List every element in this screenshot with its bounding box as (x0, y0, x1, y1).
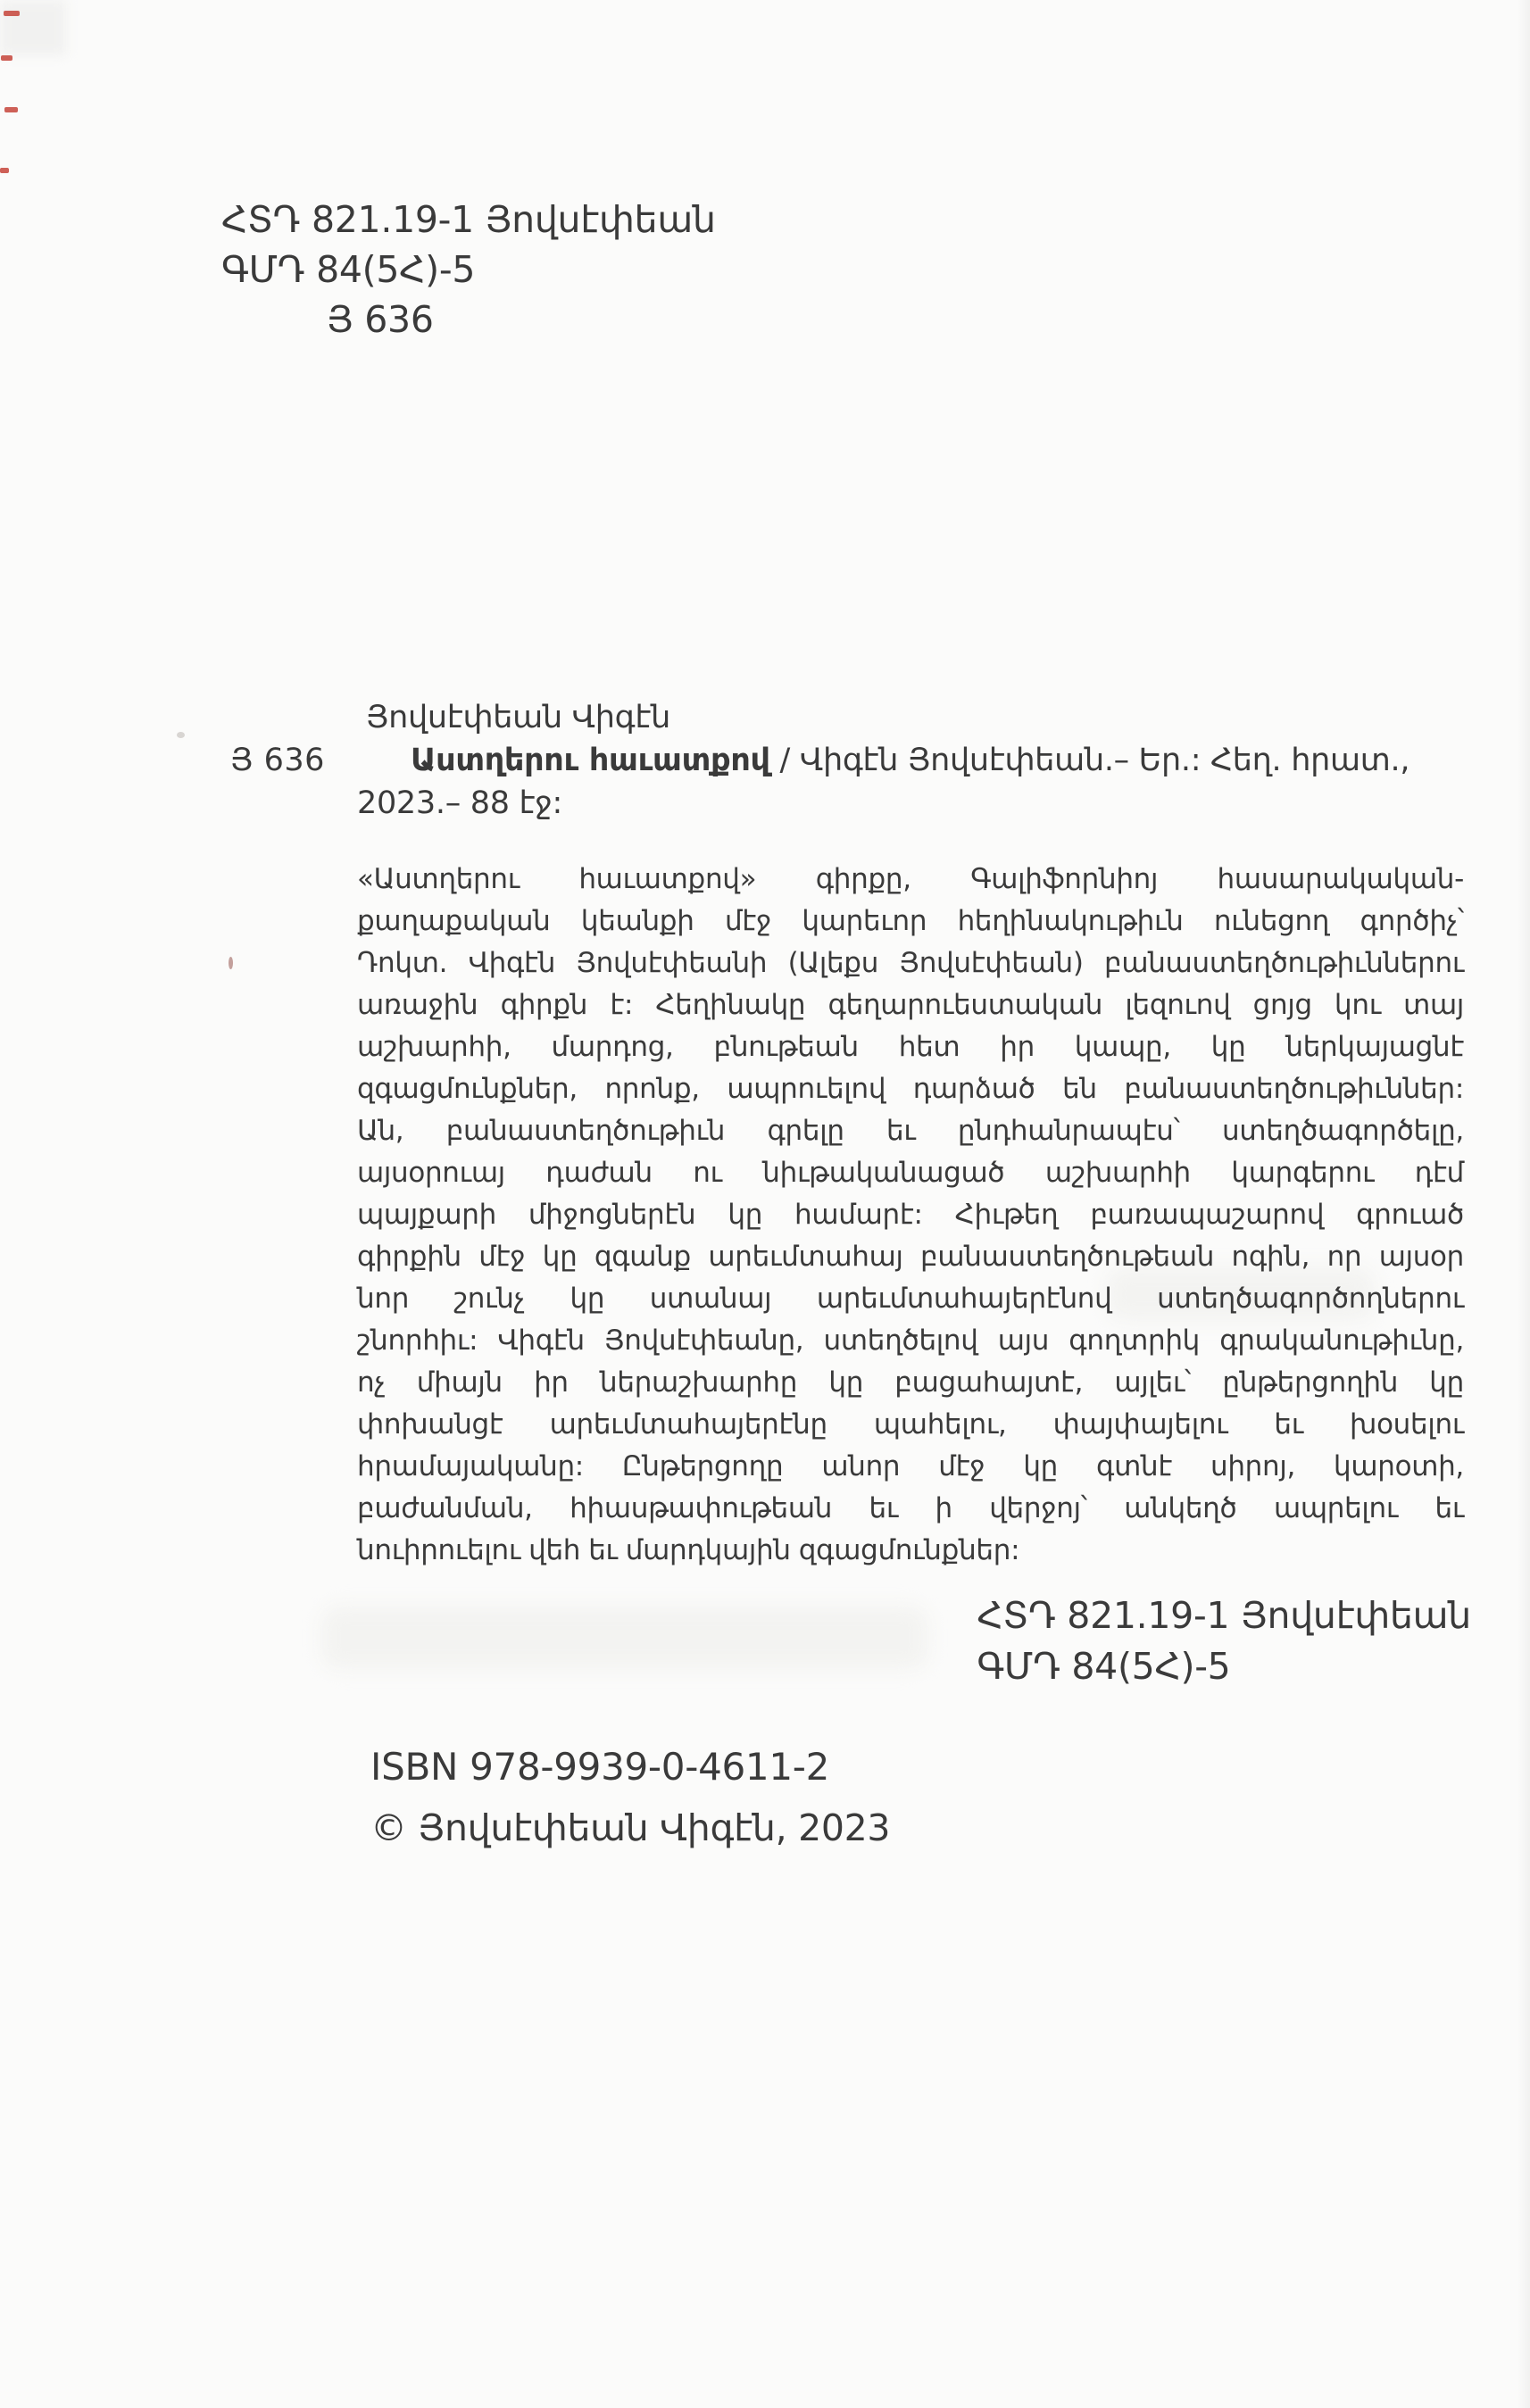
udc-number: ՀՏԴ 821.19-1 Յովսէփեան (977, 1594, 1471, 1637)
isbn: ISBN 978-9939-0-4611-2 (370, 1745, 830, 1789)
annotation-line: «Աստղերու հաւատքով» գիրքը, Գալիֆորնիոյ հասարակական- (357, 863, 1464, 895)
paper-speck (177, 732, 185, 738)
annotation-line: գիրքին մէջ կը զգանք արեւմտահայ բանաստեղծութեան ոգին, որ այսօր (357, 1241, 1464, 1273)
annotation-line: առաջին գիրքն է: Հեղինակը գեղարուեստական լեզուով ցոյց կու տայ (357, 989, 1464, 1021)
lbc-number: ԳՄԴ 84(5Հ)-5 (221, 248, 476, 291)
catalog-call-number: Յ 636 (230, 743, 325, 778)
annotation-line: ոչ միայն իր ներաշխարհը կը բացահայտէ, այլեւ՝ ընթերցողին կը (357, 1366, 1464, 1399)
lbc-number: ԳՄԴ 84(5Հ)-5 (977, 1645, 1231, 1688)
annotation-line: նուիրուելու վեհ եւ մարդկային զգացմունքներ: (357, 1534, 1020, 1566)
author-sign: Յ 636 (327, 298, 434, 341)
annotation-line: շնորհիւ: Վիգէն Յովսէփեանը, ստեղծելով այս գողտրիկ գրականութիւնը, (357, 1324, 1464, 1357)
bleed-through-ghost (321, 1607, 928, 1669)
copyright-notice: © Յովսէփեան Վիգէն, 2023 (370, 1806, 891, 1849)
catalog-author-heading: Յովսէփեան Վիգէն (366, 700, 670, 735)
catalog-title-line (357, 739, 1464, 782)
paper-speck (229, 957, 233, 969)
annotation-line: քաղաքական կեանքի մէջ կարեւոր հեղինակութիւն ունեցող գործիչ՝ (357, 905, 1464, 937)
scan-edge-shading (1518, 0, 1530, 2408)
catalog-title-statement: / Վիգէն Յովսէփեան.– Եր.: Հեղ. հրատ., (769, 743, 1410, 778)
annotation-line: Դոկտ. Վիգէն Յովսէփեանի (Ալեքս Յովսէփեան) բանաստեղծութիւններու (357, 947, 1464, 979)
udc-number: ՀՏԴ 821.19-1 Յովսէփեան (221, 198, 716, 241)
top-classification-block (221, 195, 716, 345)
annotation-line: նոր շունչ կը ստանայ արեւմտահայերէնով ստեղծագործողներու (357, 1283, 1464, 1315)
scan-corner-shading (0, 0, 66, 55)
book-title: Աստղերու հաւատքով (411, 743, 770, 778)
annotation-line: այսօրուայ դաժան ու նիւթականացած աշխարհի կարգերու դէմ (357, 1157, 1464, 1189)
catalog-entry (230, 696, 1464, 825)
annotation-line: Ան, բանաստեղծութիւն գրելը եւ ընդհանրապէս՝ ստեղծագործելը, (357, 1115, 1464, 1147)
annotation-line: զգացմունքներ, որոնք, ապրուելով դարձած են բանաստեղծութիւններ: (357, 1073, 1464, 1105)
catalog-imprint: 2023.– 88 էջ: (357, 785, 562, 821)
bottom-classification-block (977, 1590, 1471, 1692)
annotation-line: փոխանցէ արեւմտահայերէնը պահելու, փայփայելու եւ խօսելու (357, 1408, 1464, 1441)
red-edge-mark (0, 168, 9, 173)
annotation-line: պայքարի միջոցներէն կը համարէ: Հիւթեղ բառապաշարով գրուած (357, 1199, 1464, 1231)
annotation-line: հրամայականը: Ընթերցողը անոր մէջ կը գտնէ սիրոյ, կարօտի, (357, 1450, 1464, 1482)
annotation-line: աշխարհի, մարդոց, բնութեան հետ իր կապը, կը ներկայացնէ (357, 1031, 1464, 1063)
annotation-line: բաժանման, հիասթափութեան եւ ի վերջոյ՝ անկեղծ ապրելու եւ (357, 1492, 1464, 1524)
red-edge-mark (4, 107, 18, 112)
red-edge-mark (1, 55, 12, 61)
red-edge-mark (4, 11, 20, 16)
annotation-paragraph (357, 859, 1464, 1572)
